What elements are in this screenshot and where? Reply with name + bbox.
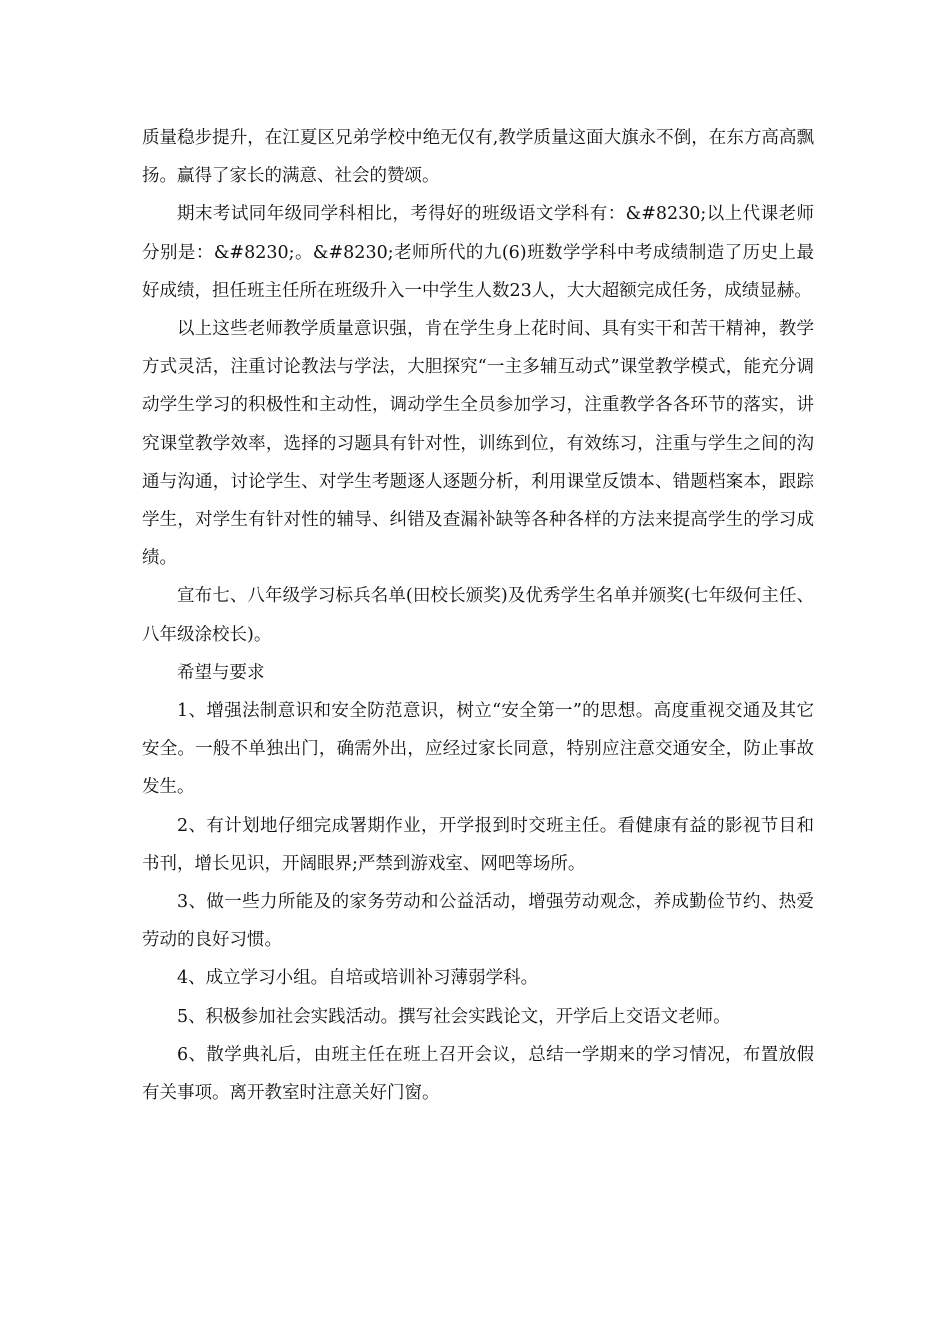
paragraph-awards: 宣布七、八年级学习标兵名单(田校长颁奖)及优秀学生名单并颁奖(七年级何主任、八年级涂校长)。 (142, 586, 814, 645)
requirement-item-2: 2、有计划地仔细完成署期作业，开学报到时交班主任。看健康有益的影视节目和书刊，增长见识，开阔眼界;严禁到游戏室、网吧等场所。 (142, 815, 814, 874)
requirement-item-5: 5、积极参加社会实践活动。撰写社会实践论文，开学后上交语文老师。 (177, 1006, 731, 1027)
document-body (142, 119, 814, 1112)
requirement-item-1: 1、增强法制意识和安全防范意识，树立“安全第一”的思想。高度重视交通及其它安全。一般不单独出门，确需外出，应经过家长同意，特别应注意交通安全，防止事故发生。 (142, 701, 814, 798)
paragraph-exam-results: 期末考试同年级同学科相比，考得好的班级语文学科有：&#8230;以上代课老师分别是：&#8230;。&#8230;老师所代的九(6)班数学学科中考成绩制造了历史上最好成绩，担任班主任所在班级升入一中学生人数23人，大大超额完成任务，成绩显赫。 (142, 204, 814, 301)
paragraph-continuation: 质量稳步提升，在江夏区兄弟学校中绝无仅有,教学质量这面大旗永不倒，在东方高高飘扬。赢得了家长的满意、社会的赞颂。 (142, 128, 814, 187)
requirement-item-4: 4、成立学习小组。自培或培训补习薄弱学科。 (177, 968, 539, 989)
paragraph-teacher-praise: 以上这些老师教学质量意识强，肯在学生身上花时间、具有实干和苦干精神，教学方式灵活，注重讨论教法与学法，大胆探究“一主多辅互动式”课堂教学模式，能充分调动学生学习的积极性和主动性，调动学生全员参加学习，注重教学各各环节的落实，讲究课堂教学效率，选择的习题具有针对性，训练到位，有效练习，注重与学生之间的沟通与沟通，讨论学生、对学生考题逐人逐题分析，利用课堂反馈本、错题档案本，跟踪学生，对学生有针对性的辅导、纠错及查漏补缺等各种各样的方法来提高学生的学习成绩。 (142, 319, 814, 569)
requirement-item-6: 6、散学典礼后，由班主任在班上召开会议，总结一学期来的学习情况，布置放假有关事项。离开教室时注意关好门窗。 (142, 1044, 814, 1104)
section-heading-hopes: 希望与要求 (177, 662, 265, 683)
requirement-item-3: 3、做一些力所能及的家务劳动和公益活动，增强劳动观念，养成勤俭节约、热爱劳动的良好习惯。 (142, 892, 814, 951)
